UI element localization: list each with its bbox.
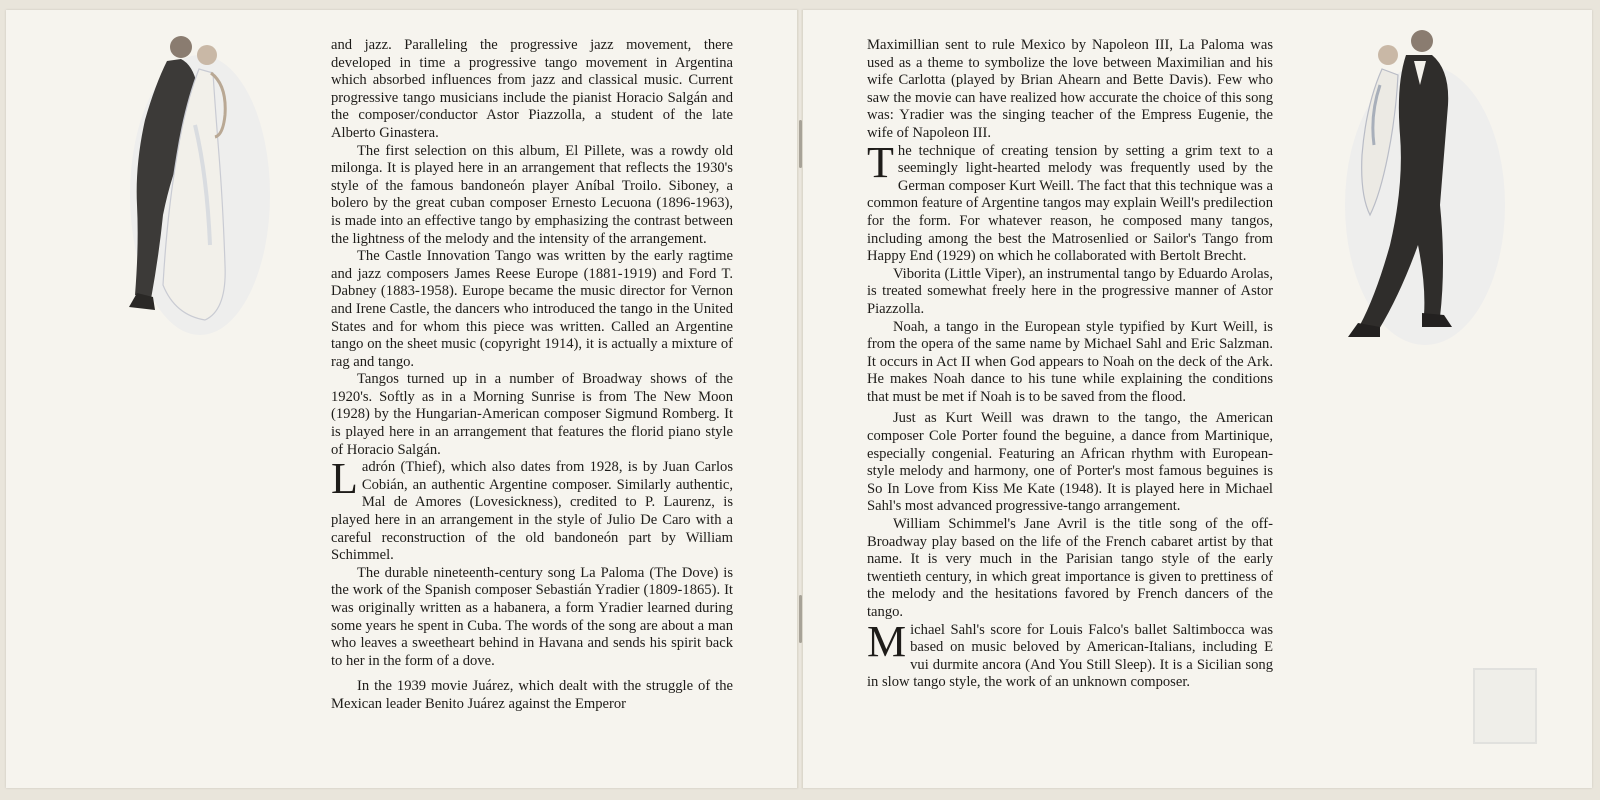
right-paragraph-5: Just as Kurt Weill was drawn to the tango, the American composer Cole Porter found the beguine, a dance from Martinique, especially congenial. Featuring an African rhythm with European-style melody and harmony, one of Porter's most famous beguines is So In Love from Kiss Me Kate (1948). It is played here in Michael Sahl's most advanced progressive-tango arrangement. [867, 410, 1273, 515]
right-paragraph-2-text: he technique of creating tension by setting a grim text to a seemingly light-hearted melody was frequently used by the German composer Kurt Weill. The fact that this technique was a common feature of Argentine tangos may explain Weill's predilection for the form. For whatever reason, he composed many tangos, including among the best the Matrosenlied or Sailor's Tango from Happy End (1929) on which he collaborated with Bertolt Brecht. [867, 142, 1273, 265]
left-paragraph-5 [331, 454, 733, 565]
left-paragraph-1: and jazz. Paralleling the progressive jazz movement, there developed in time a progressive tango movement in Argentina which absorbed influences from jazz and classical music. Current progressive tango musicians include the pianist Horacio Salgán and the composer/conductor Astor Piazzolla, a student of the late Alberto Ginastera. [331, 37, 733, 141]
right-paragraph-4: Noah, a tango in the European style typified by Kurt Weill, is from the opera of the same name by Michael Sahl and Eric Salzman. It occurs in Act II when God appears to Noah on the deck of the Ark. He makes Noah dance to his tune while explaining the conditions that must be met if Noah is to be saved from the flood. [867, 318, 1273, 405]
right-paragraph-3: Viborita (Little Viper), an instrumental tango by Eduardo Arolas, is treated somewhat freely here in the progressive manner of Astor Piazzolla. [867, 265, 1273, 317]
left-paragraph-2: The first selection on this album, El Pillete, was a rowdy old milonga. It is played here in an arrangement that reflects the 1930's style of the famous bandoneón player Aníbal Troilo. Siboney, a bolero by the great cuban composer Ernesto Lecuona (1896-1963), is made into an effective tango by emphasizing the contrast between the lightness of the melody and the intensity of the arrangement. [331, 142, 733, 247]
left-paragraph-4: Tangos turned up in a number of Broadway shows of the 1920's. Softly as in a Morning Sunrise is from The New Moon (1928) by the Hungarian-American composer Sigmund Romberg. It is played here in an arrangement that features the florid piano style of Horacio Salgán. [331, 371, 733, 458]
right-page-text [867, 37, 1273, 692]
right-paragraph-1: Maximillian sent to rule Mexico by Napoleon III, La Paloma was used as a theme to symbolize the love between Maximilian and his wife Carlotta (played by Brian Ahearn and Bette Davis). Few who saw the movie can have realized how accurate the choice of this song was: Yradier was the singing teacher of the Empress Eugenie, the wife of Napoleon III. [867, 37, 1273, 141]
staple-bottom [799, 595, 802, 643]
staple-top [799, 120, 802, 168]
right-paragraph-7-text: ichael Sahl's score for Louis Falco's ballet Saltimbocca was based on music beloved by American-Italians, including E vui durmite ancora (And You Still Sleep). It is a Sicilian song in slow tango style, the work of an unknown composer. [867, 621, 1273, 691]
right-paragraph-6: William Schimmel's Jane Avril is the title song of the off-Broadway play based on the life of the French cabaret artist by that name. It is very much in the Parisian tango style of the early twentieth century, in which great importance is given to prettiness of the melody and the hesitations favored by French dancers of the tango. [867, 516, 1273, 620]
drop-cap-l: L [331, 454, 358, 504]
right-paragraph-2 [867, 137, 1273, 266]
dancing-couple-illustration-right [1340, 25, 1510, 345]
right-paragraph-7 [867, 616, 1273, 692]
left-paragraph-7: In the 1939 movie Juárez, which dealt with the struggle of the Mexican leader Benito Juárez against the Emperor [331, 678, 733, 712]
left-page-text [331, 37, 733, 714]
faint-logo-watermark [1473, 668, 1537, 744]
left-paragraph-5-text: adrón (Thief), which also dates from 1928, is by Juan Carlos Cobián, an authentic Argentine composer. Similarly authentic, Mal de Amores (Lovesickness), credited to P. Laurenz, is played here in an arrangement in the style of Julio De Caro with a careful reconstruction of the old bandoneón part by William Schimmel. [331, 459, 733, 564]
drop-cap-t: T [867, 137, 894, 187]
dancing-couple-illustration-left [115, 25, 275, 340]
left-paragraph-3: The Castle Innovation Tango was written by the early ragtime and jazz composers James Reese Europe (1881-1919) and Ford T. Dabney (1883-1958). Europe became the music director for Vernon and Irene Castle, the dancers who introduced the tango in the United States and for whom this piece was written. Called an Argentine tango on the sheet music (copyright 1914), it is actually a mixture of rag and tango. [331, 248, 733, 370]
left-paragraph-6: The durable nineteenth-century song La Paloma (The Dove) is the work of the Spanish composer Sebastián Yradier (1809-1865). It was originally written as a habanera, a form Yradier learned during some years he spent in Cuba. The words of the song are about a man who leaves a sweetheart behind in Havana and sends his spirit back to her in the form of a dove. [331, 564, 733, 669]
drop-cap-m: M [867, 616, 907, 666]
